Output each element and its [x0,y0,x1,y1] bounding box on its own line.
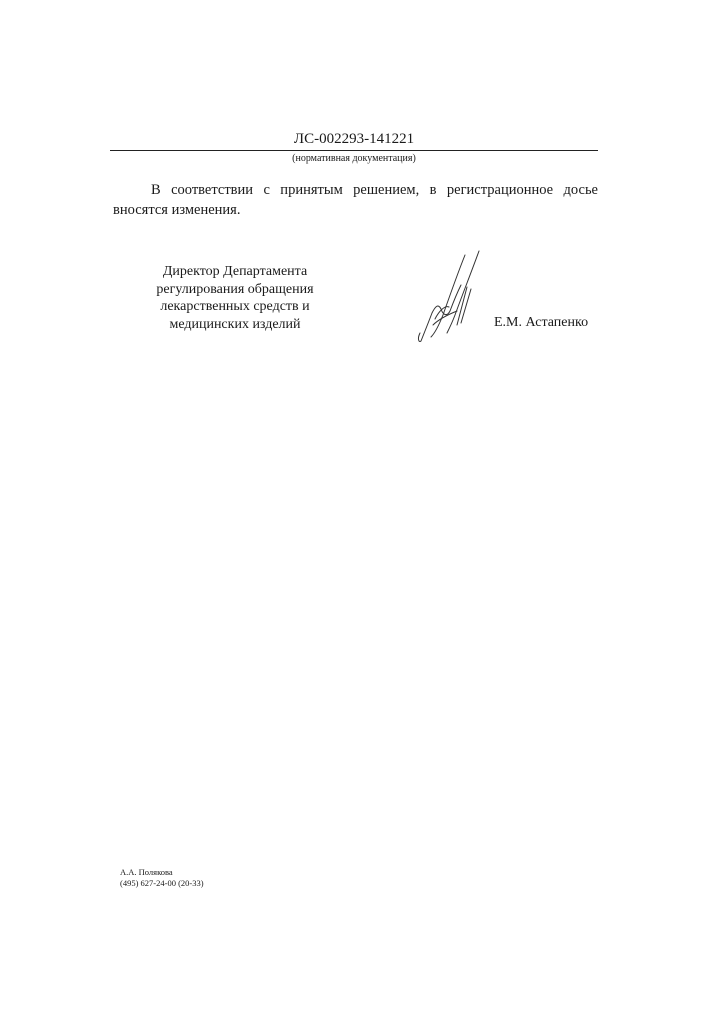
document-caption: (нормативная документация) [292,153,416,164]
position-line: Директор Департамента [162,264,308,279]
position-line: регулирования обращения [156,281,314,297]
body-paragraph: В соответствии с принятым решением, в регистрационное досье вносятся изменения. [113,182,598,218]
executor-phone: (495) 627-24-00 (20-33) [120,878,204,888]
handwritten-signature [405,245,495,345]
executor-info [120,867,204,889]
signatory-name: Е.М. Астапенко [494,315,589,330]
executor-name: А.А. Полякова [120,867,173,877]
divider-line [110,150,598,151]
position-line: медицинских изделий [169,316,301,332]
position-line: лекарственных средств и [160,299,310,314]
document-number: ЛС-002293-141221 [293,131,415,147]
signatory-position [135,263,335,333]
